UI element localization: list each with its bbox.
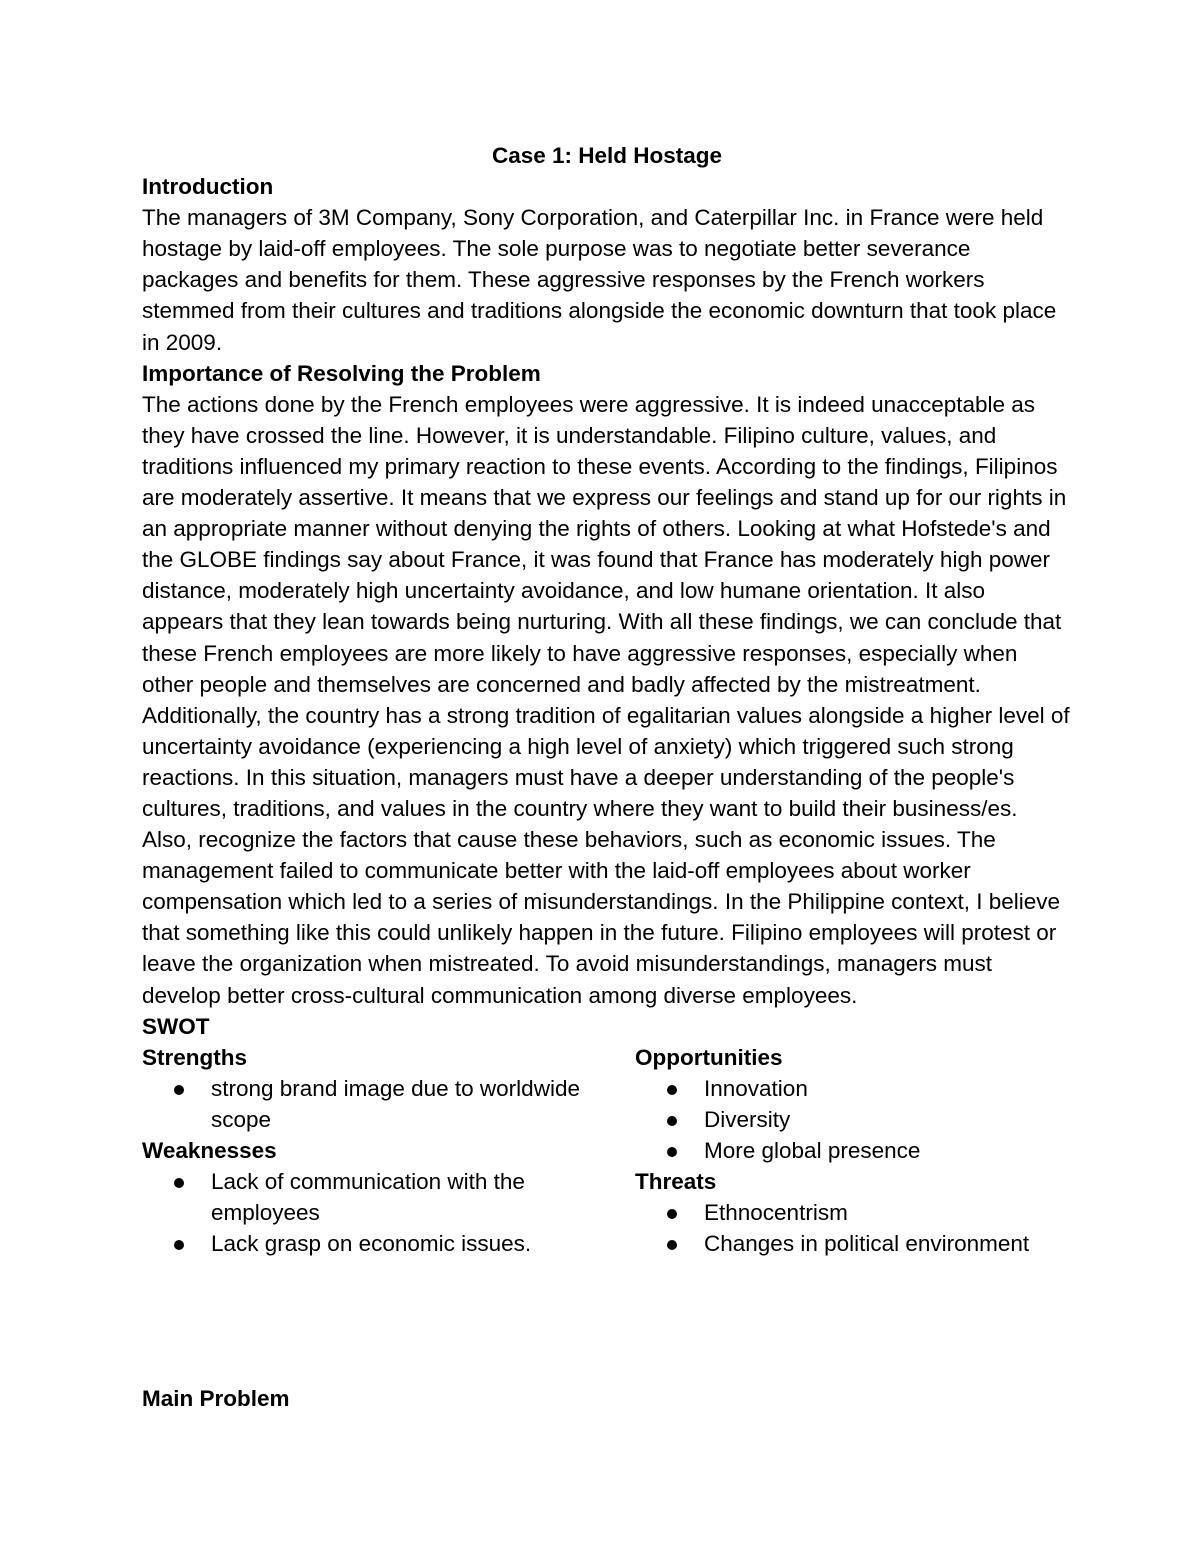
- list-item: [211, 1228, 635, 1259]
- list-item-text: Diversity: [704, 1106, 791, 1132]
- importance-heading: Importance of Resolving the Problem: [142, 360, 541, 386]
- bullet-icon: [174, 1240, 184, 1250]
- importance-paragraph: The actions done by the French employees were aggressive. It is indeed unacceptable as they have crossed the line. However, it is understandable. Filipino culture, values, and traditions influenced my primary reaction to these events. According to the findings, Filipinos are moderately assertive. It means that we express our feelings and stand up for our rights in an appropriate manner without denying the rights of others. Looking at what Hofstede's and the GLOBE findings say about France, it was found that France has moderately high power distance, moderately high uncertainty avoidance, and low humane orientation. It also appears that they lean towards being nurturing. With all these findings, we can conclude that these French employees are more likely to have aggressive responses, especially when other people and themselves are concerned and badly affected by the mistreatment. Additionally, the country has a strong tradition of egalitarian values alongside a higher level of uncertainty avoidance (experiencing a high level of anxiety) which triggered such strong reactions. In this situation, managers must have a deeper understanding of the people's cultures, traditions, and values in the country where they want to build their business/es. Also, recognize the factors that cause these behaviors, such as economic issues. The management failed to communicate better with the laid-off employees about worker compensation which led to a series of misunderstandings. In the Philippine context, I believe that something like this could unlikely happen in the future. Filipino employees will protest or leave the organization when mistreated. To avoid misunderstandings, managers must develop better cross-cultural communication among diverse employees.: [142, 391, 1070, 1008]
- list-item: [704, 1197, 1072, 1228]
- introduction-heading: Introduction: [142, 174, 274, 200]
- threats-heading: Threats: [635, 1169, 717, 1195]
- list-item: [211, 1166, 635, 1228]
- list-item-text: Lack grasp on economic issues.: [211, 1231, 532, 1257]
- document-title: Case 1: Held Hostage: [491, 143, 723, 168]
- bullet-icon: [667, 1116, 677, 1126]
- opportunities-heading: Opportunities: [635, 1044, 783, 1070]
- bullet-icon: [667, 1209, 677, 1219]
- bullet-icon: [174, 1085, 184, 1095]
- opportunities-list: [635, 1073, 1072, 1166]
- list-item-text: Lack of communication with the employees: [211, 1169, 525, 1226]
- bullet-icon: [174, 1178, 184, 1188]
- bullet-icon: [667, 1240, 677, 1250]
- weaknesses-heading: Weaknesses: [142, 1138, 277, 1163]
- bullet-icon: [667, 1147, 677, 1157]
- strengths-list: [142, 1073, 635, 1135]
- list-item-text: More global presence: [704, 1138, 921, 1163]
- list-item: [704, 1104, 1072, 1135]
- list-item-text: Innovation: [704, 1075, 808, 1101]
- weaknesses-list: [142, 1166, 635, 1259]
- bullet-icon: [667, 1085, 677, 1095]
- swot-heading: SWOT: [142, 1013, 210, 1039]
- swot-left-column: [142, 1042, 635, 1260]
- list-item: [211, 1073, 635, 1135]
- list-item-text: Ethnocentrism: [704, 1200, 848, 1226]
- swot-right-column: [635, 1042, 1072, 1260]
- threats-list: [635, 1197, 1072, 1259]
- list-item-text: Changes in political environment: [704, 1231, 1030, 1257]
- introduction-paragraph: The managers of 3M Company, Sony Corporation, and Caterpillar Inc. in France were held hostage by laid-off employees. The sole purpose was to negotiate better severance packages and benefits for them. These aggressive responses by the French workers stemmed from their cultures and traditions alongside the economic downturn that took place in 2009.: [142, 205, 1057, 355]
- list-item-text: strong brand image due to worldwide scope: [211, 1075, 580, 1132]
- list-item: [704, 1228, 1072, 1259]
- list-item: [704, 1073, 1072, 1104]
- main-problem-heading: Main Problem: [142, 1386, 290, 1411]
- swot-table: [142, 1042, 1072, 1260]
- strengths-heading: Strengths: [142, 1044, 248, 1070]
- list-item: [704, 1135, 1072, 1166]
- document-page: [142, 140, 1072, 1411]
